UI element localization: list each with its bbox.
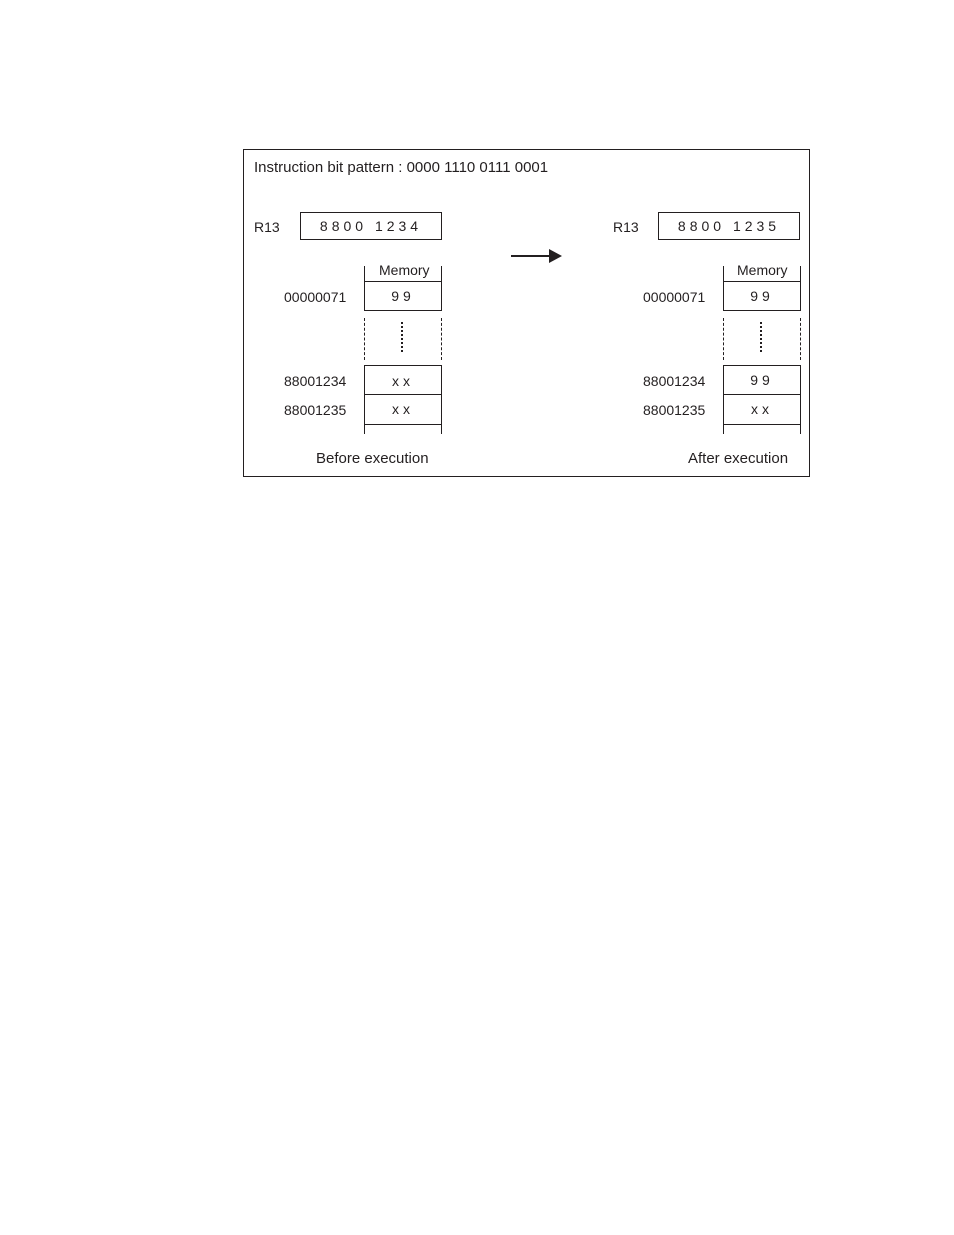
ellipsis-icon xyxy=(760,322,762,352)
before-caption: Before execution xyxy=(316,450,429,467)
after-memory-cell-2: 99 xyxy=(750,372,774,388)
before-memory-cell-2: xx xyxy=(392,373,414,389)
before-address-1: 00000071 xyxy=(284,289,347,305)
before-memory-cell-3: xx xyxy=(392,401,414,417)
after-memory-cell-3: xx xyxy=(751,401,773,417)
before-register-label: R13 xyxy=(254,219,280,235)
instruction-bit-pattern: Instruction bit pattern : 0000 1110 0111 0001 xyxy=(254,159,549,176)
after-address-2: 88001234 xyxy=(643,373,706,389)
before-memory-label: Memory xyxy=(379,262,430,278)
diagram-frame xyxy=(243,149,810,477)
after-address-3: 88001235 xyxy=(643,402,706,418)
after-register-value: 8800 1235 xyxy=(658,212,800,240)
after-memory-cell-1: 99 xyxy=(750,288,774,304)
after-address-1: 00000071 xyxy=(643,289,706,305)
after-register-label: R13 xyxy=(613,219,639,235)
after-caption: After execution xyxy=(688,450,789,467)
ellipsis-icon xyxy=(401,322,403,352)
before-address-3: 88001235 xyxy=(284,402,347,418)
before-memory-cell-1: 99 xyxy=(391,288,415,304)
after-memory-label: Memory xyxy=(737,262,788,278)
before-address-2: 88001234 xyxy=(284,373,347,389)
before-register-value: 8800 1234 xyxy=(300,212,442,240)
